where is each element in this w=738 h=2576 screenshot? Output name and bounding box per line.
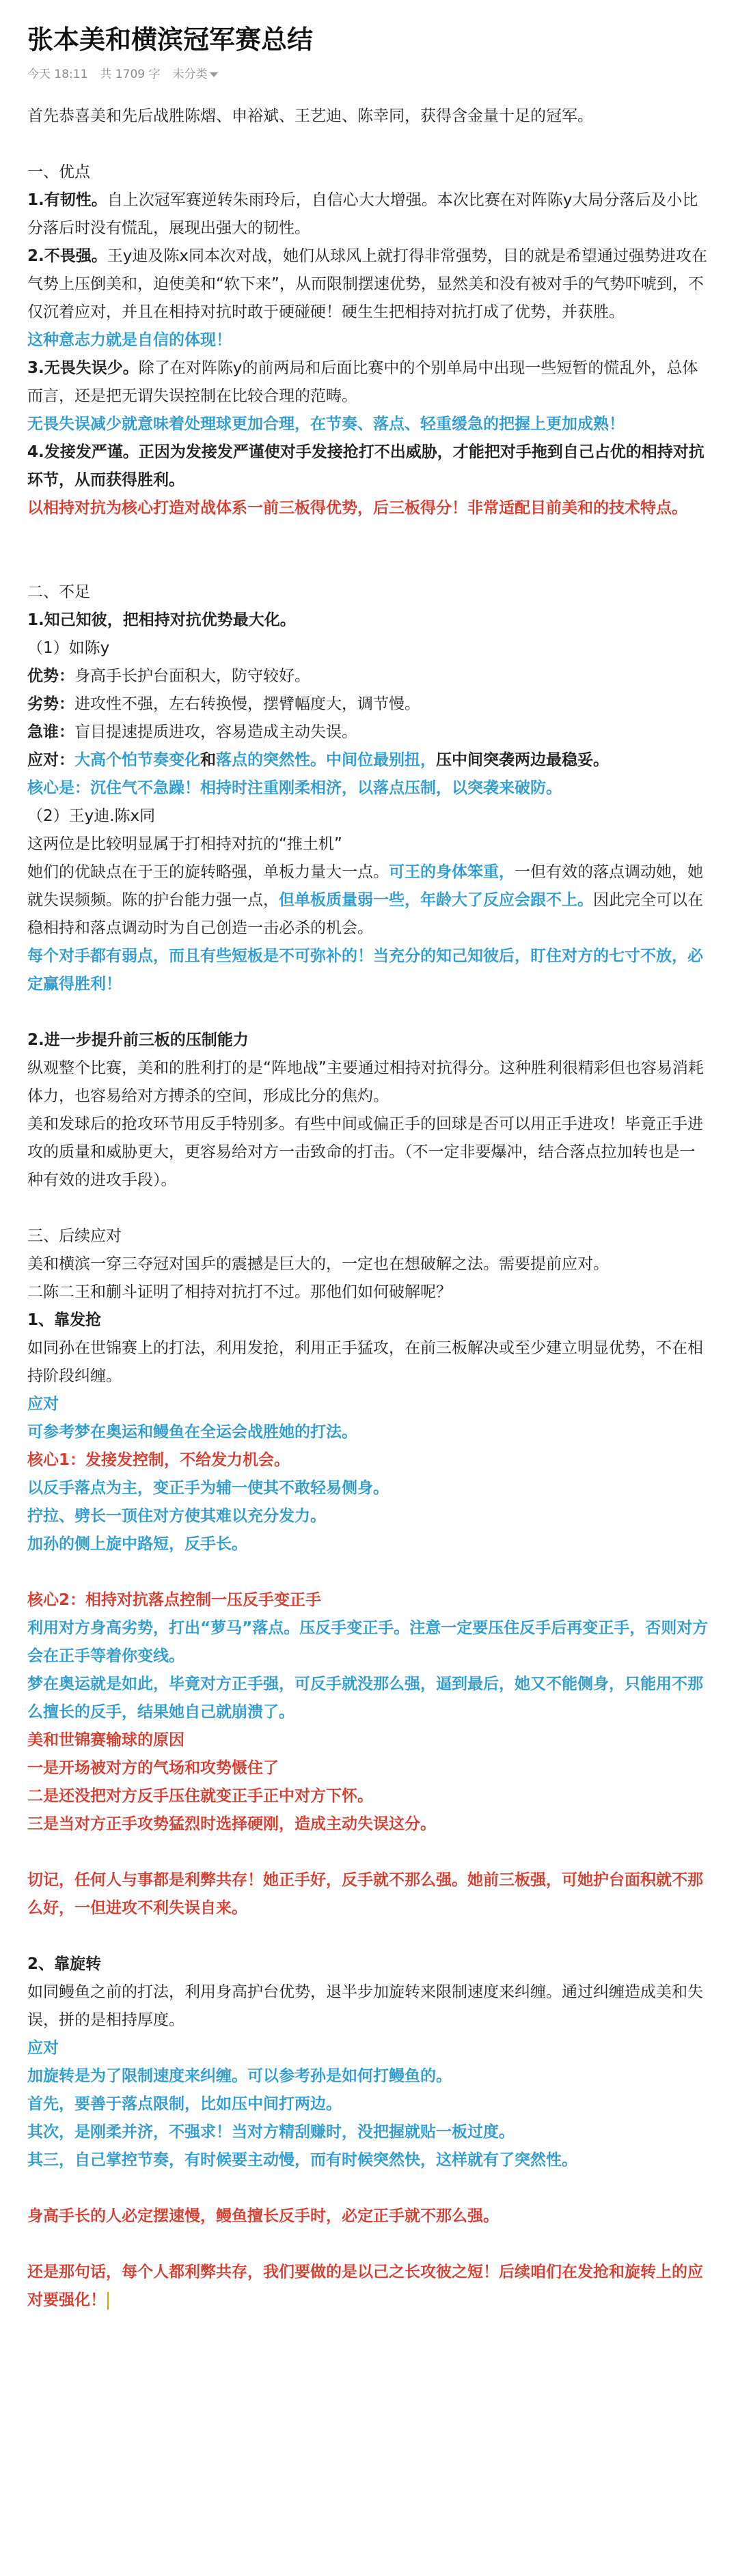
opponent-label: （1）如陈y <box>27 639 110 657</box>
highlight-note: 身高手长的人必定摆速慢，鳗鱼擅长反手时，必定正手就不那么强。 <box>27 2207 499 2225</box>
paragraph <box>27 354 711 410</box>
label: 应对： <box>27 751 74 769</box>
paragraph <box>27 186 711 242</box>
response-line: 可参考梦在奥运和鳗鱼在全运会战胜她的打法。 <box>27 1423 357 1441</box>
paragraph: 美和发球后的抢攻环节用反手特别多。有些中间或偏正手的回球是否可以用正手进攻！毕竟正手进攻的质量和威胁更大，更容易给对方一击致命的打击。（不一定非要爆冲，结合落点拉加转也是一种有效的进攻手段）。 <box>27 1115 703 1189</box>
text: 因此完全可以在稳相持和落点调动时为自己创造一击必杀的机会。 <box>27 891 703 937</box>
response-line: 加旋转是为了限制速度来纠缠。可以参考孙是如何打鳗鱼的。 <box>27 2067 452 2085</box>
response-line: 其三，自己掌控节奏，有时候要主动慢，而有时候突然快，这样就有了突然性。 <box>27 2151 577 2169</box>
reason-heading: 美和世锦赛输球的原因 <box>27 1731 184 1749</box>
category-label: 未分类 <box>172 68 208 81</box>
subheading: 2、靠旋转 <box>27 1955 102 1973</box>
reason-line: 三是当对方正手攻势猛烈时选择硬刚，造成主动失误这分。 <box>27 1815 436 1833</box>
point-text: 除了在对阵陈y的前两局和后面比赛中的个别单局中出现一些短暂的慌乱外，总体而言，还是把无谓失误控制在比较合理的范畴。 <box>27 359 698 405</box>
label: 优势： <box>27 667 74 685</box>
text: 可王的身体笨重， <box>389 863 515 881</box>
highlight-note: 切记，任何人与事都是利弊共存！她正手好，反手就不那么强。她前三板强，可她护台面积就不那么好，一但进攻不利失误自来。 <box>27 1871 703 1917</box>
paragraph <box>27 662 711 690</box>
label: 急谁： <box>27 723 74 741</box>
timestamp: 今天 18:11 <box>27 68 88 81</box>
response-line: 拧拉、劈长一顶住对方使其难以充分发力。 <box>27 1507 326 1525</box>
highlight-note: 核心是：沉住气不急躁！相持时注重刚柔相济，以落点压制，以突袭来破防。 <box>27 779 562 797</box>
paragraph <box>27 746 711 774</box>
response-line: 梦在奥运就是如此，毕竟对方正手强，可反手就没那么强，逼到最后，她又不能侧身，只能用不那么擅长的反手，结果她自己就崩溃了。 <box>27 1675 703 1721</box>
doc-meta <box>27 64 711 85</box>
text: 盲目提速提质进攻，容易造成主动失误。 <box>74 723 357 741</box>
paragraph <box>27 690 711 718</box>
paragraph: 这两位是比较明显属于打相持对抗的“推土机” <box>27 835 342 853</box>
response-line: 以反手落点为主，变正手为辅一使其不敢轻易侧身。 <box>27 1479 389 1497</box>
highlight-note: 无畏失误减少就意味着处理球更加合理，在节奏、落点、轻重缓急的把握上更加成熟！ <box>27 415 625 433</box>
core-point: 核心2：相持对抗落点控制一压反手变正手 <box>27 1591 322 1609</box>
opponent-label: （2）王y迪.陈x同 <box>27 807 156 825</box>
word-count: 共 1709 字 <box>100 68 161 81</box>
text: 她们的优缺点在于王的旋转略强，单板力量大一点。 <box>27 863 389 881</box>
paragraph <box>27 858 711 942</box>
paragraph <box>27 242 711 326</box>
point-title: 1.有韧性。 <box>27 191 107 209</box>
text: 进攻性不强，左右转换慢，摆臂幅度大，调节慢。 <box>74 695 420 713</box>
highlight-note: 以相持对抗为核心打造对战体系一前三板得优势，后三板得分！非常适配目前美和的技术特点。 <box>27 499 687 517</box>
text-cursor <box>107 2292 109 2310</box>
highlight-note: 每个对手都有弱点，而且有些短板是不可弥补的！当充分的知己知彼后，盯住对方的七寸不放，必定赢得胜利！ <box>27 947 703 993</box>
subheading: 1.知己知彼，把相持对抗优势最大化。 <box>27 611 296 629</box>
subheading: 2.进一步提升前三板的压制能力 <box>27 1031 249 1049</box>
paragraph: 如同孙在世锦赛上的打法，利用发抢，利用正手猛攻，在前三板解决或至少建立明显优势，不在相持阶段纠缠。 <box>27 1339 703 1385</box>
text: 一但有效的落点调动她，她就失误频频。陈的护台能力强一点， <box>27 863 703 909</box>
page-title: 张本美和横滨冠军赛总结 <box>27 25 314 55</box>
section-heading: 一、优点 <box>27 163 90 181</box>
paragraph: 如同鳗鱼之前的打法，利用身高护台优势，退半步加旋转来限制速度来纠缠。通过纠缠造成美和失误，拼的是相持厚度。 <box>27 1983 703 2029</box>
paragraph: 二陈二王和蒯斗证明了相持对抗打不过。那他们如何破解呢？ <box>27 1283 452 1301</box>
category-selector[interactable] <box>172 64 218 85</box>
section-heading: 二、不足 <box>27 583 90 601</box>
point-title: 3.无畏失误少。 <box>27 359 139 377</box>
highlight-note: 这种意志力就是自信的体现！ <box>27 331 232 349</box>
point-title: 2.不畏强。 <box>27 247 107 265</box>
response-line: 利用对方身高劣势，打出“萝马”落点。压反手变正手。注意一定要压住反手后再变正手，否则对方会在正手等着你变线。 <box>27 1619 709 1665</box>
text: 大高个怕节奏变化 <box>74 751 200 769</box>
text: 和 <box>200 751 216 769</box>
point-text: 自上次冠军赛逆转朱雨玲后，自信心大大增强。本次比赛在对阵陈y大局分落后及小比分落后时没有慌乱，展现出强大的韧性。 <box>27 191 698 237</box>
response-label: 应对 <box>27 1395 59 1413</box>
point-title: 4.发接发严谨。 <box>27 443 139 461</box>
response-label: 应对 <box>27 2039 59 2057</box>
label: 劣势： <box>27 695 74 713</box>
reason-line: 一是开场被对方的气场和攻势慑住了 <box>27 1759 279 1777</box>
response-line: 首先，要善于落点限制，比如压中间打两边。 <box>27 2095 342 2113</box>
point-text: 正因为发接发严谨使对手发接抢打不出威胁，才能把对手拖到自己占优的相持对抗环节，从而获得胜利。 <box>27 443 705 489</box>
response-line: 其次，是刚柔并济，不强求！当对方精刮赚时，没把握就贴一板过度。 <box>27 2123 515 2141</box>
chevron-down-icon <box>210 72 218 77</box>
text: 压中间突袭两边最稳妥。 <box>436 751 609 769</box>
final-text: 还是那句话，每个人都利弊共存，我们要做的是以己之长攻彼之短！后续咱们在发抢和旋转上的应对要强化！ <box>27 2263 703 2309</box>
text: 但单板质量弱一些，年龄大了反应会跟不上。 <box>279 891 593 909</box>
paragraph: 纵观整个比赛，美和的胜利打的是“阵地战”主要通过相持对抗得分。这种胜利很精彩但也容易消耗体力，也容易给对方搏杀的空间，形成比分的焦灼。 <box>27 1059 704 1105</box>
paragraph: 美和横滨一穿三夺冠对国乒的震撼是巨大的，一定也在想破解之法。需要提前应对。 <box>27 1255 609 1273</box>
response-line: 加孙的侧上旋中路短，反手长。 <box>27 1535 247 1553</box>
text: 中间位最别扭， <box>326 751 436 769</box>
point-text: 王y迪及陈x同本次对战，她们从球风上就打得非常强势，目的就是希望通过强势进攻在气势上压倒美和，迫使美和“软下来”，从而限制摆速优势，显然美和没有被对手的气势吓唬到，不仅沉着应对，并且在相持对抗时敢于硬碰硬！硬生生把相持对抗打成了优势，并获胜。 <box>27 247 707 321</box>
section-heading: 三、后续应对 <box>27 1227 122 1245</box>
reason-line: 二是还没把对方反手压住就变正手正中对方下怀。 <box>27 1787 373 1805</box>
paragraph <box>27 718 711 746</box>
text: 落点的突然性。 <box>216 751 326 769</box>
paragraph <box>27 438 711 494</box>
final-note[interactable] <box>27 2258 711 2314</box>
intro-text: 首先恭喜美和先后战胜陈熠、申裕斌、王艺迪、陈幸同，获得含金量十足的冠军。 <box>27 107 593 125</box>
subheading: 1、靠发抢 <box>27 1311 102 1329</box>
text: 身高手长护台面积大，防守较好。 <box>74 667 310 685</box>
core-point: 核心1：发接发控制，不给发力机会。 <box>27 1451 290 1469</box>
